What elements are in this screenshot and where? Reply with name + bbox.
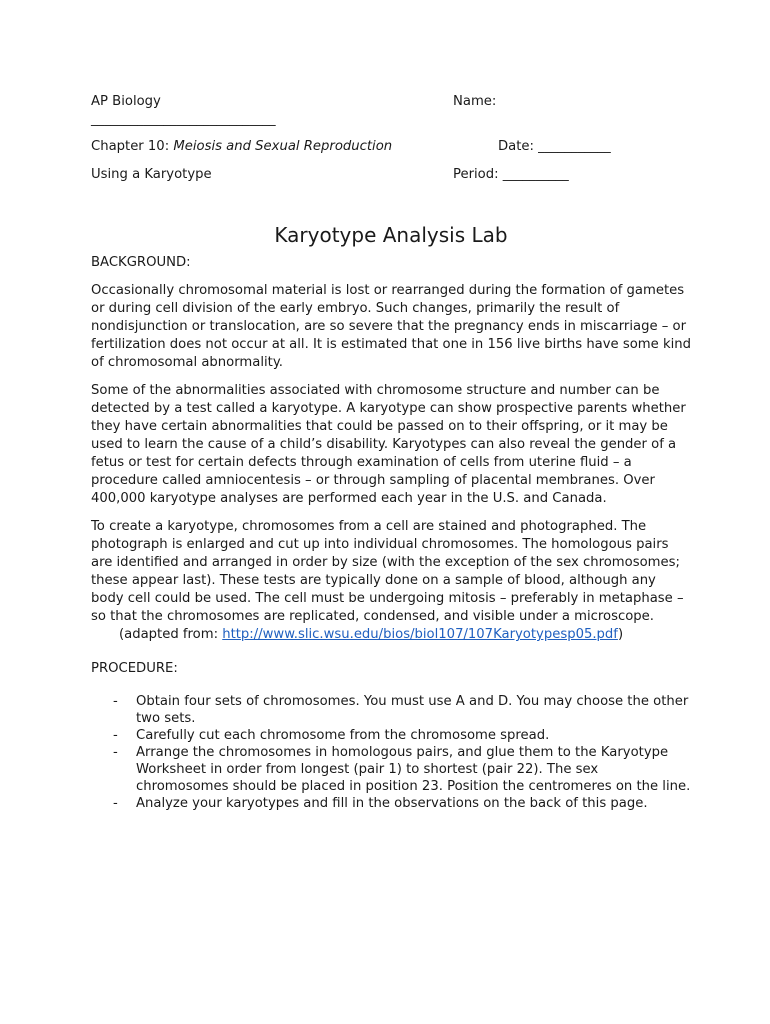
citation-prefix: (adapted from: <box>119 627 223 642</box>
procedure-item-text: Obtain four sets of chromosomes. You must use A and D. You may choose the other two sets. <box>136 694 689 726</box>
name-line: ____________________________ <box>91 112 276 127</box>
citation-suffix: ) <box>617 627 624 642</box>
page-title: Karyotype Analysis Lab <box>274 223 508 247</box>
bullet-dash: - <box>113 796 118 811</box>
procedure-item <box>91 727 691 744</box>
procedure-item <box>91 744 691 795</box>
chapter-prefix: Chapter 10: <box>91 139 174 154</box>
procedure-list <box>91 693 691 812</box>
bullet-dash: - <box>113 694 118 709</box>
procedure-label: PROCEDURE: <box>91 661 178 676</box>
background-paragraph-1: Occasionally chromosomal material is lost or rearranged during the formation of gametes or during cell division of the early embryo. Such changes, primarily the result of nondisjunction or translocation, are so severe that the pregnancy ends in miscarriage – or fertilization does not occur at all. It is estimated that one in 156 live births have some kind of chromosomal abnormality. <box>91 283 691 370</box>
procedure-item-text: Analyze your karyotypes and fill in the observations on the back of this page. <box>136 796 648 811</box>
procedure-item-text: Arrange the chromosomes in homologous pairs, and glue them to the Karyotype Worksheet in order from longest (pair 1) to shortest (pair 22). The sex chromosomes should be placed in position 23. Position the centromeres on the line. <box>136 745 691 794</box>
course-label: AP Biology <box>91 94 161 109</box>
citation <box>91 626 691 644</box>
header-row-1 <box>91 93 691 111</box>
name-label: Name: <box>453 94 497 109</box>
procedure-item <box>91 795 691 812</box>
bullet-dash: - <box>113 745 118 760</box>
background-paragraph-2: Some of the abnormalities associated with chromosome structure and number can be detected by a test called a karyotype. A karyotype can show prospective parents whether they have certain abnormalities that could be passed on to their offspring, or it may be used to learn the cause of a child’s disability. Karyotypes can also reveal the gender of a fetus or test for certain defects through examination of cells from uterine fluid – a procedure called amniocentesis – or through sampling of placental membranes. Over 400,000 karyotype analyses are performed each year in the U.S. and Canada. <box>91 383 686 506</box>
name-line-row <box>91 111 691 129</box>
procedure-item <box>91 693 691 727</box>
bullet-dash: - <box>113 728 118 743</box>
date-label: Date: ___________ <box>498 139 611 154</box>
header-row-3 <box>91 166 691 184</box>
worksheet-page <box>91 93 691 812</box>
background-label: BACKGROUND: <box>91 255 191 270</box>
period-label: Period: __________ <box>453 167 569 182</box>
chapter-line <box>91 138 392 156</box>
procedure-item-text: Carefully cut each chromosome from the chromosome spread. <box>136 728 550 743</box>
citation-link[interactable]: http://www.slic.wsu.edu/bios/biol107/107Karyotypesp05.pdf <box>222 627 618 642</box>
background-paragraph-3: To create a karyotype, chromosomes from a cell are stained and photographed. The photograph is enlarged and cut up into individual chromosomes. The homologous pairs are identified and arranged in order by size (with the exception of the sex chromosomes; these appear last). These tests are typically done on a sample of blood, although any body cell could be used. The cell must be undergoing mitosis – preferably in metaphase – so that the chromosomes are replicated, condensed, and visible under a microscope. <box>91 519 684 624</box>
chapter-title: Meiosis and Sexual Reproduction <box>173 139 393 154</box>
topic-label: Using a Karyotype <box>91 167 212 182</box>
header-row-2 <box>91 138 691 156</box>
